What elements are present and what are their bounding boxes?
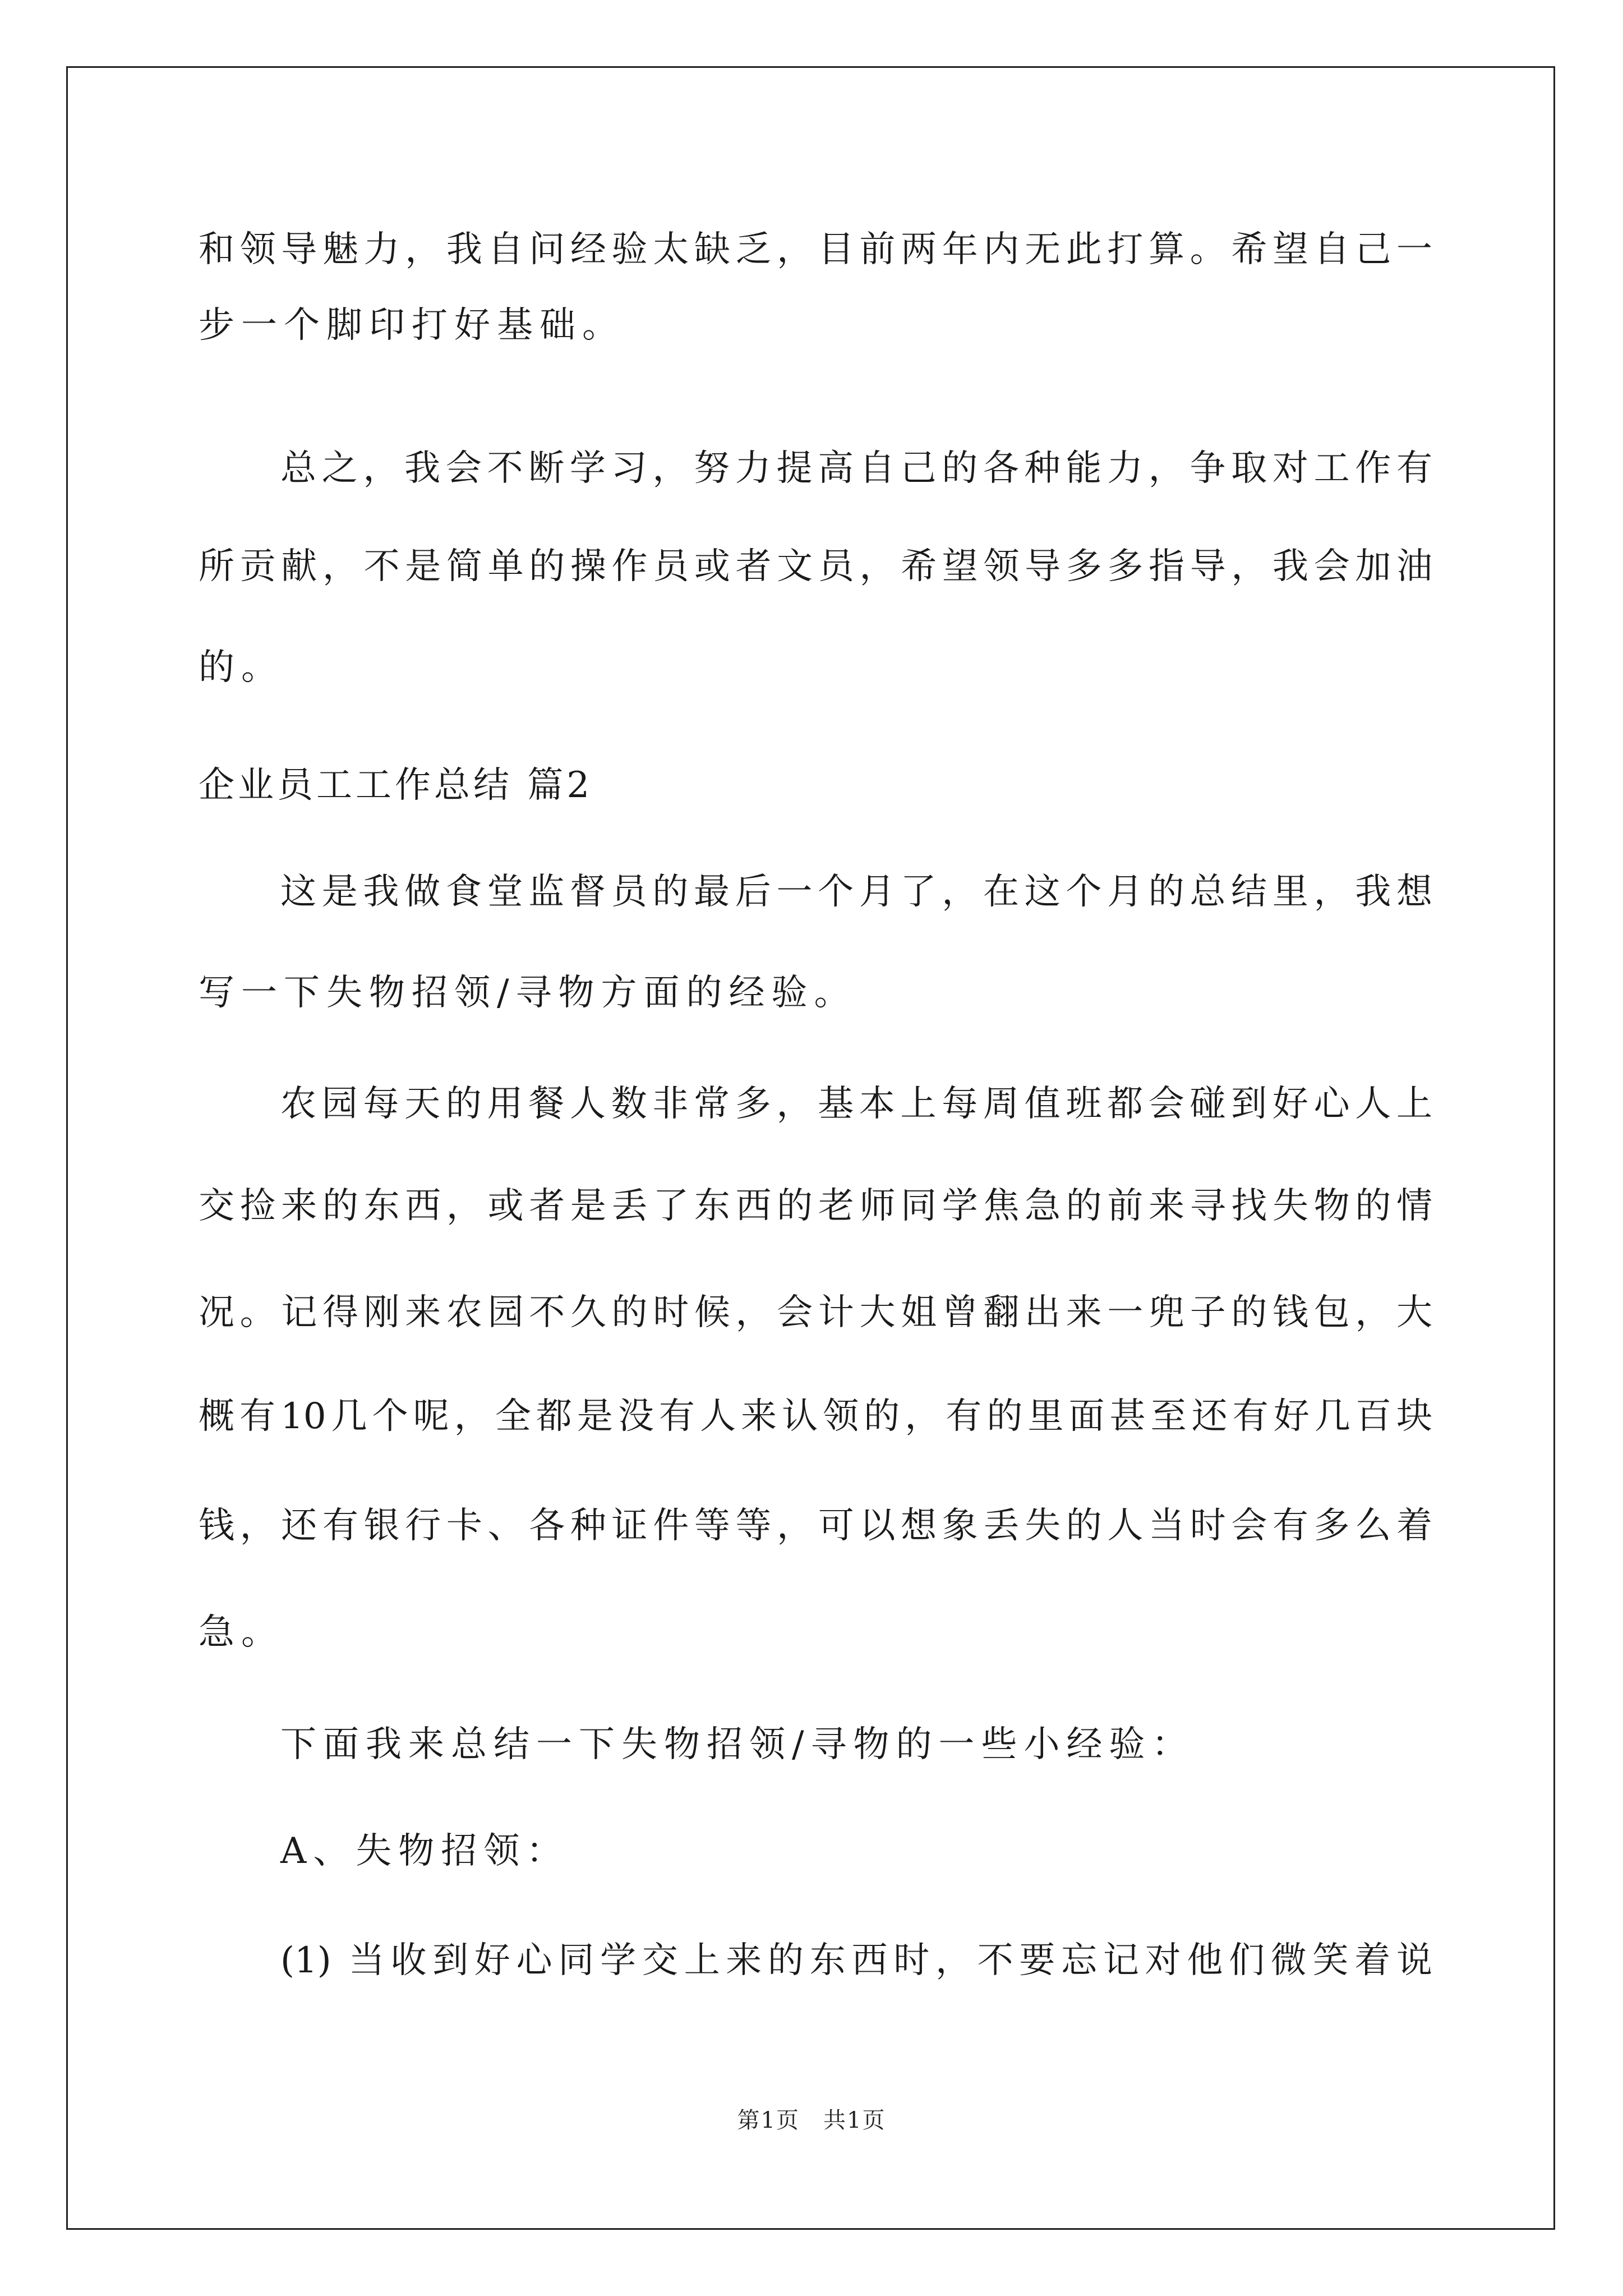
paragraph-line: 急。 xyxy=(199,1612,284,1653)
paragraph-line: (1) 当收到好心同学交上来的东西时，不要忘记对他们微笑着说 xyxy=(280,1940,1432,1981)
paragraph-line: 况。记得刚来农园不久的时候，会计大姐曾翻出来一兜子的钱包，大 xyxy=(199,1292,1432,1333)
paragraph-line: 步一个脚印打好基础。 xyxy=(199,305,625,346)
paragraph-line: 钱，还有银行卡、各种证件等等，可以想象丢失的人当时会有多么着 xyxy=(199,1505,1432,1547)
paragraph-line: 的。 xyxy=(199,647,284,688)
page-border xyxy=(66,66,1555,2230)
page-footer: 第1页 共1页 xyxy=(737,2108,886,2133)
paragraph-line: 总之，我会不断学习，努力提高自己的各种能力，争取对工作有 xyxy=(280,448,1432,489)
paragraph-line: 和领导魅力，我自问经验太缺乏，目前两年内无此打算。希望自己一 xyxy=(199,229,1432,270)
paragraph-line: 所贡献，不是简单的操作员或者文员，希望领导多多指导，我会加油 xyxy=(199,546,1432,587)
paragraph-line: 写一下失物招领/寻物方面的经验。 xyxy=(199,972,857,1014)
paragraph-line: 这是我做食堂监督员的最后一个月了，在这个月的总结里，我想 xyxy=(280,871,1432,913)
paragraph-line: 交捡来的东西，或者是丢了东西的老师同学焦急的前来寻找失物的情 xyxy=(199,1185,1432,1227)
paragraph-line: A、失物招领： xyxy=(280,1830,569,1872)
paragraph-line: 概有10几个呢，全都是没有人来认领的，有的里面甚至还有好几百块 xyxy=(199,1396,1432,1437)
section-heading: 企业员工工作总结 篇2 xyxy=(199,765,593,806)
paragraph-line: 农园每天的用餐人数非常多，基本上每周值班都会碰到好心人上 xyxy=(280,1083,1432,1125)
paragraph-line: 下面我来总结一下失物招领/寻物的一些小经验： xyxy=(280,1724,1195,1765)
